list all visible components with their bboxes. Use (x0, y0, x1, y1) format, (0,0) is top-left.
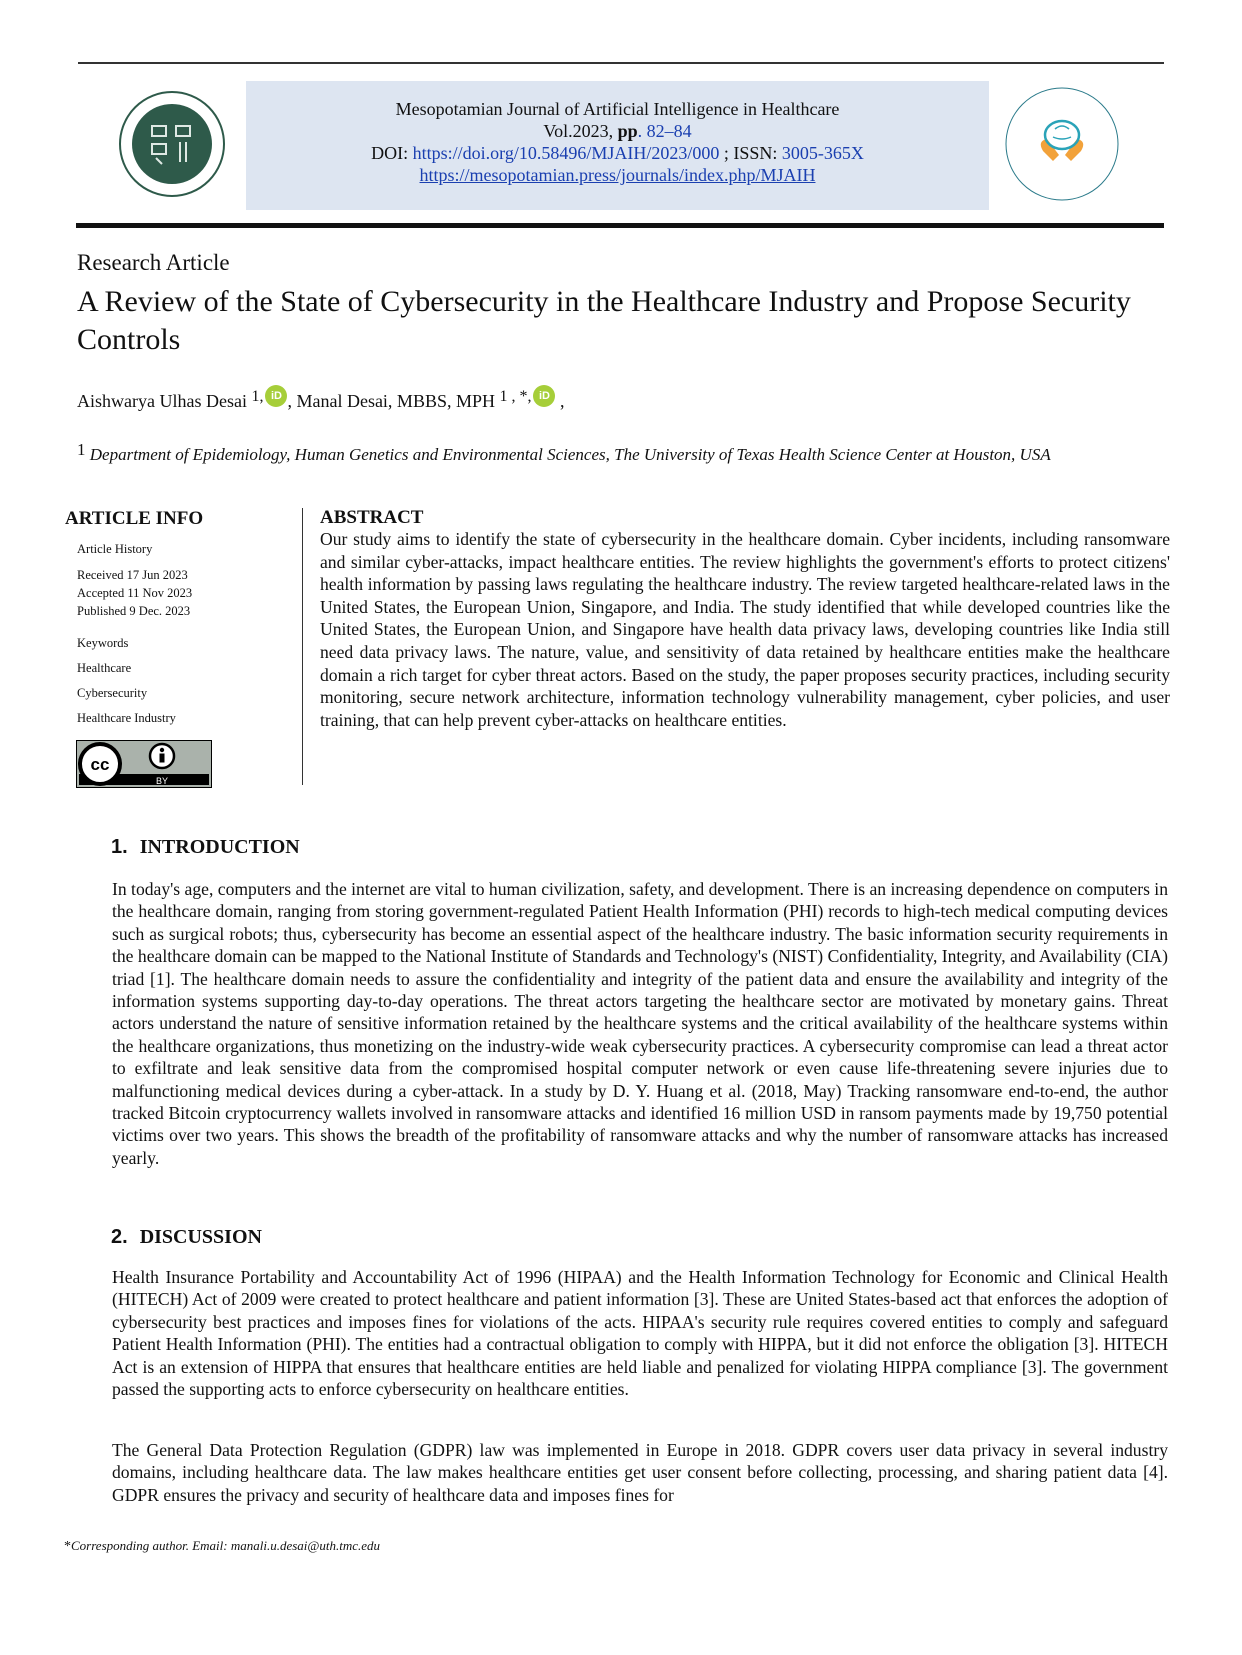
accepted-date: Accepted 11 Nov 2023 (77, 586, 193, 600)
column-divider (302, 508, 303, 785)
issn-link[interactable]: 3005-365X (781, 143, 864, 163)
article-info (77, 540, 192, 727)
affiliation: $^1$ Department of Epidemiology, Human Genetics and Environmental Sciences, The University of Texas Health Science Center at Houston, USA (77, 440, 1051, 464)
discussion-paragraph: Health Insurance Portability and Accountability Act of 1996 (HIPAA) and the Health Information Technology for Economic and Clinical Health (HITECH) Act of 2009 were created to protect healthcare and patient information [3]. These are United States-based act that enforces the adoption of cybersecurity best practices and imposes fines for violations of the acts. HIPAA's security rule requires covered entities to comply and safeguard Patient Health Information (PHI). The entities had a contractual obligation to comply with HIPPA, but it did not enforce the obligation [3]. HITECH Act is an extension of HIPPA that ensures that healthcare entities are held liable and penalized for violating HIPPA compliance [3]. The government passed the supporting acts to enforce cybersecurity on healthcare entities. (112, 1267, 1168, 1400)
article-info-heading: ARTICLE INFO (65, 508, 204, 529)
publisher-logo (118, 90, 226, 198)
orcid-icon[interactable]: iD (265, 385, 287, 407)
section-heading-introduction: 1. INTRODUCTION (111, 836, 300, 858)
author-1[interactable]: Aishwarya Ulhas Desai (77, 391, 252, 411)
author-line: Aishwarya Ulhas Desai $^{1,}$ iD , Manal Desai, MBBS, MPH $^{1 , *,}$ iD , (77, 385, 564, 412)
abstract-text: Our study aims to identify the state of cybersecurity in the healthcare domain. Cyber incidents, including ransomware and similar cyber-attacks, impact healthcare entities. The review highlights the government's efforts to protect citizens' health information by passing laws regulating the healthcare industry. The review targeted healthcare-related laws in the United States, the European Union, Singapore, and India. The study identified that while developed countries like the United States, the European Union, and Singapore have health data privacy laws, developing countries like India still need data privacy laws. The nature, value, and sensitivity of data retained by healthcare entities make the healthcare domain a rich target for cyber threat actors. Based on the study, the paper proposes security practices, including security monitoring, secure network architecture, information technology vulnerability management, cyber policies, and user training, that can help prevent cyber-attacks on healthcare entities. (320, 529, 1170, 730)
article-type: Research Article (77, 250, 230, 275)
orcid-icon[interactable]: iD (533, 385, 555, 407)
doi-line: DOI: https://doi.org/10.58496/MJAIH/2023/000 ; ISSN: 3005-365X (371, 143, 864, 163)
abstract-heading: ABSTRACT (320, 507, 424, 528)
introduction-paragraph: In today's age, computers and the internet are vital to human civilization, safety, and development. There is an increasing dependence on computers in the healthcare domain, ranging from storing government-regulated Patient Health Information (PHI) records to high-tech medical computing devices such as surgical robots; thus, cybersecurity has become an essential aspect of the healthcare industry. The basic information security requirements in the healthcare domain can be mapped to the National Institute of Standards and Technology's (NIST) Confidentiality, Integrity, and Availability (CIA) triad [1]. The healthcare domain needs to assure the confidentiality and integrity of the patient data and ensure the availability and integrity of the information systems supporting day-to-day operations. The threat actors targeting the healthcare sector are motivated by monetary gains. Threat actors understand the nature of sensitive information retained by the healthcare systems and the critical availability of the healthcare systems within the healthcare organizations, thus monetizing on the industry-wide weak cybersecurity practices. A cybersecurity compromise can lead a threat actor to exfiltrate and leak sensitive data from the compromised hospital computer network or even cause life-threatening severe injuries due to malfunctioning medical devices during a cyber-attack. In a study by D. Y. Huang et al. (2018, May) Tracking ransomware end-to-end, the author tracked Bitcoin cryptocurrency wallets involved in ransomware attacks and identified 16 million USD in ransom payments made by 19,750 potential victims over two years. This shows the breadth of the profitability of ransomware attacks and why the number of ransomware attacks has increased yearly. (112, 879, 1168, 1168)
keywords-label: Keywords (77, 636, 129, 650)
doi-link[interactable]: https://doi.org/10.58496/MJAIH/2023/000 (412, 143, 720, 163)
journal-name: Mesopotamian Journal of Artificial Intelligence in Healthcare (395, 99, 840, 119)
journal-logo (1003, 85, 1121, 203)
history-label: Article History (77, 542, 153, 556)
license-label: BY (155, 776, 169, 786)
keyword: Healthcare (77, 661, 132, 675)
received-date: Received 17 Jun 2023 (77, 568, 188, 582)
published-date: Published 9 Dec. 2023 (77, 604, 191, 618)
author-2[interactable]: , Manal Desai, MBBS, MPH (287, 391, 500, 411)
pages-link[interactable]: . 82–84 (637, 121, 692, 141)
journal-url-link[interactable]: https://mesopotamian.press/journals/index.php/MJAIH (419, 165, 816, 185)
svg-text:cc: cc (90, 755, 110, 774)
header-rule (76, 223, 1164, 228)
pp-label: pp (617, 121, 638, 141)
section-heading-discussion: 2. DISCUSSION (111, 1226, 262, 1248)
top-rule (78, 62, 1164, 64)
cc-by-license-badge[interactable] (76, 740, 212, 788)
discussion-paragraph: The General Data Protection Regulation (GDPR) law was implemented in Europe in 2018. GDPR covers user data privacy in several industry domains, including healthcare data. The law makes healthcare entities get user consent before collecting, processing, and sharing patient data [4]. GDPR ensures the privacy and security of healthcare data and imposes fines for (112, 1440, 1168, 1505)
keyword: Cybersecurity (77, 686, 148, 700)
keyword: Healthcare Industry (77, 711, 176, 725)
volume-line: Vol.2023, pp. 82–84 (543, 121, 692, 141)
journal-header (246, 81, 989, 210)
corresponding-author-footnote: *Corresponding author. Email: manali.u.desai@uth.tmc.edu (64, 1538, 381, 1554)
article-title: A Review of the State of Cybersecurity in the Healthcare Industry and Propose Security Controls (77, 285, 1131, 356)
